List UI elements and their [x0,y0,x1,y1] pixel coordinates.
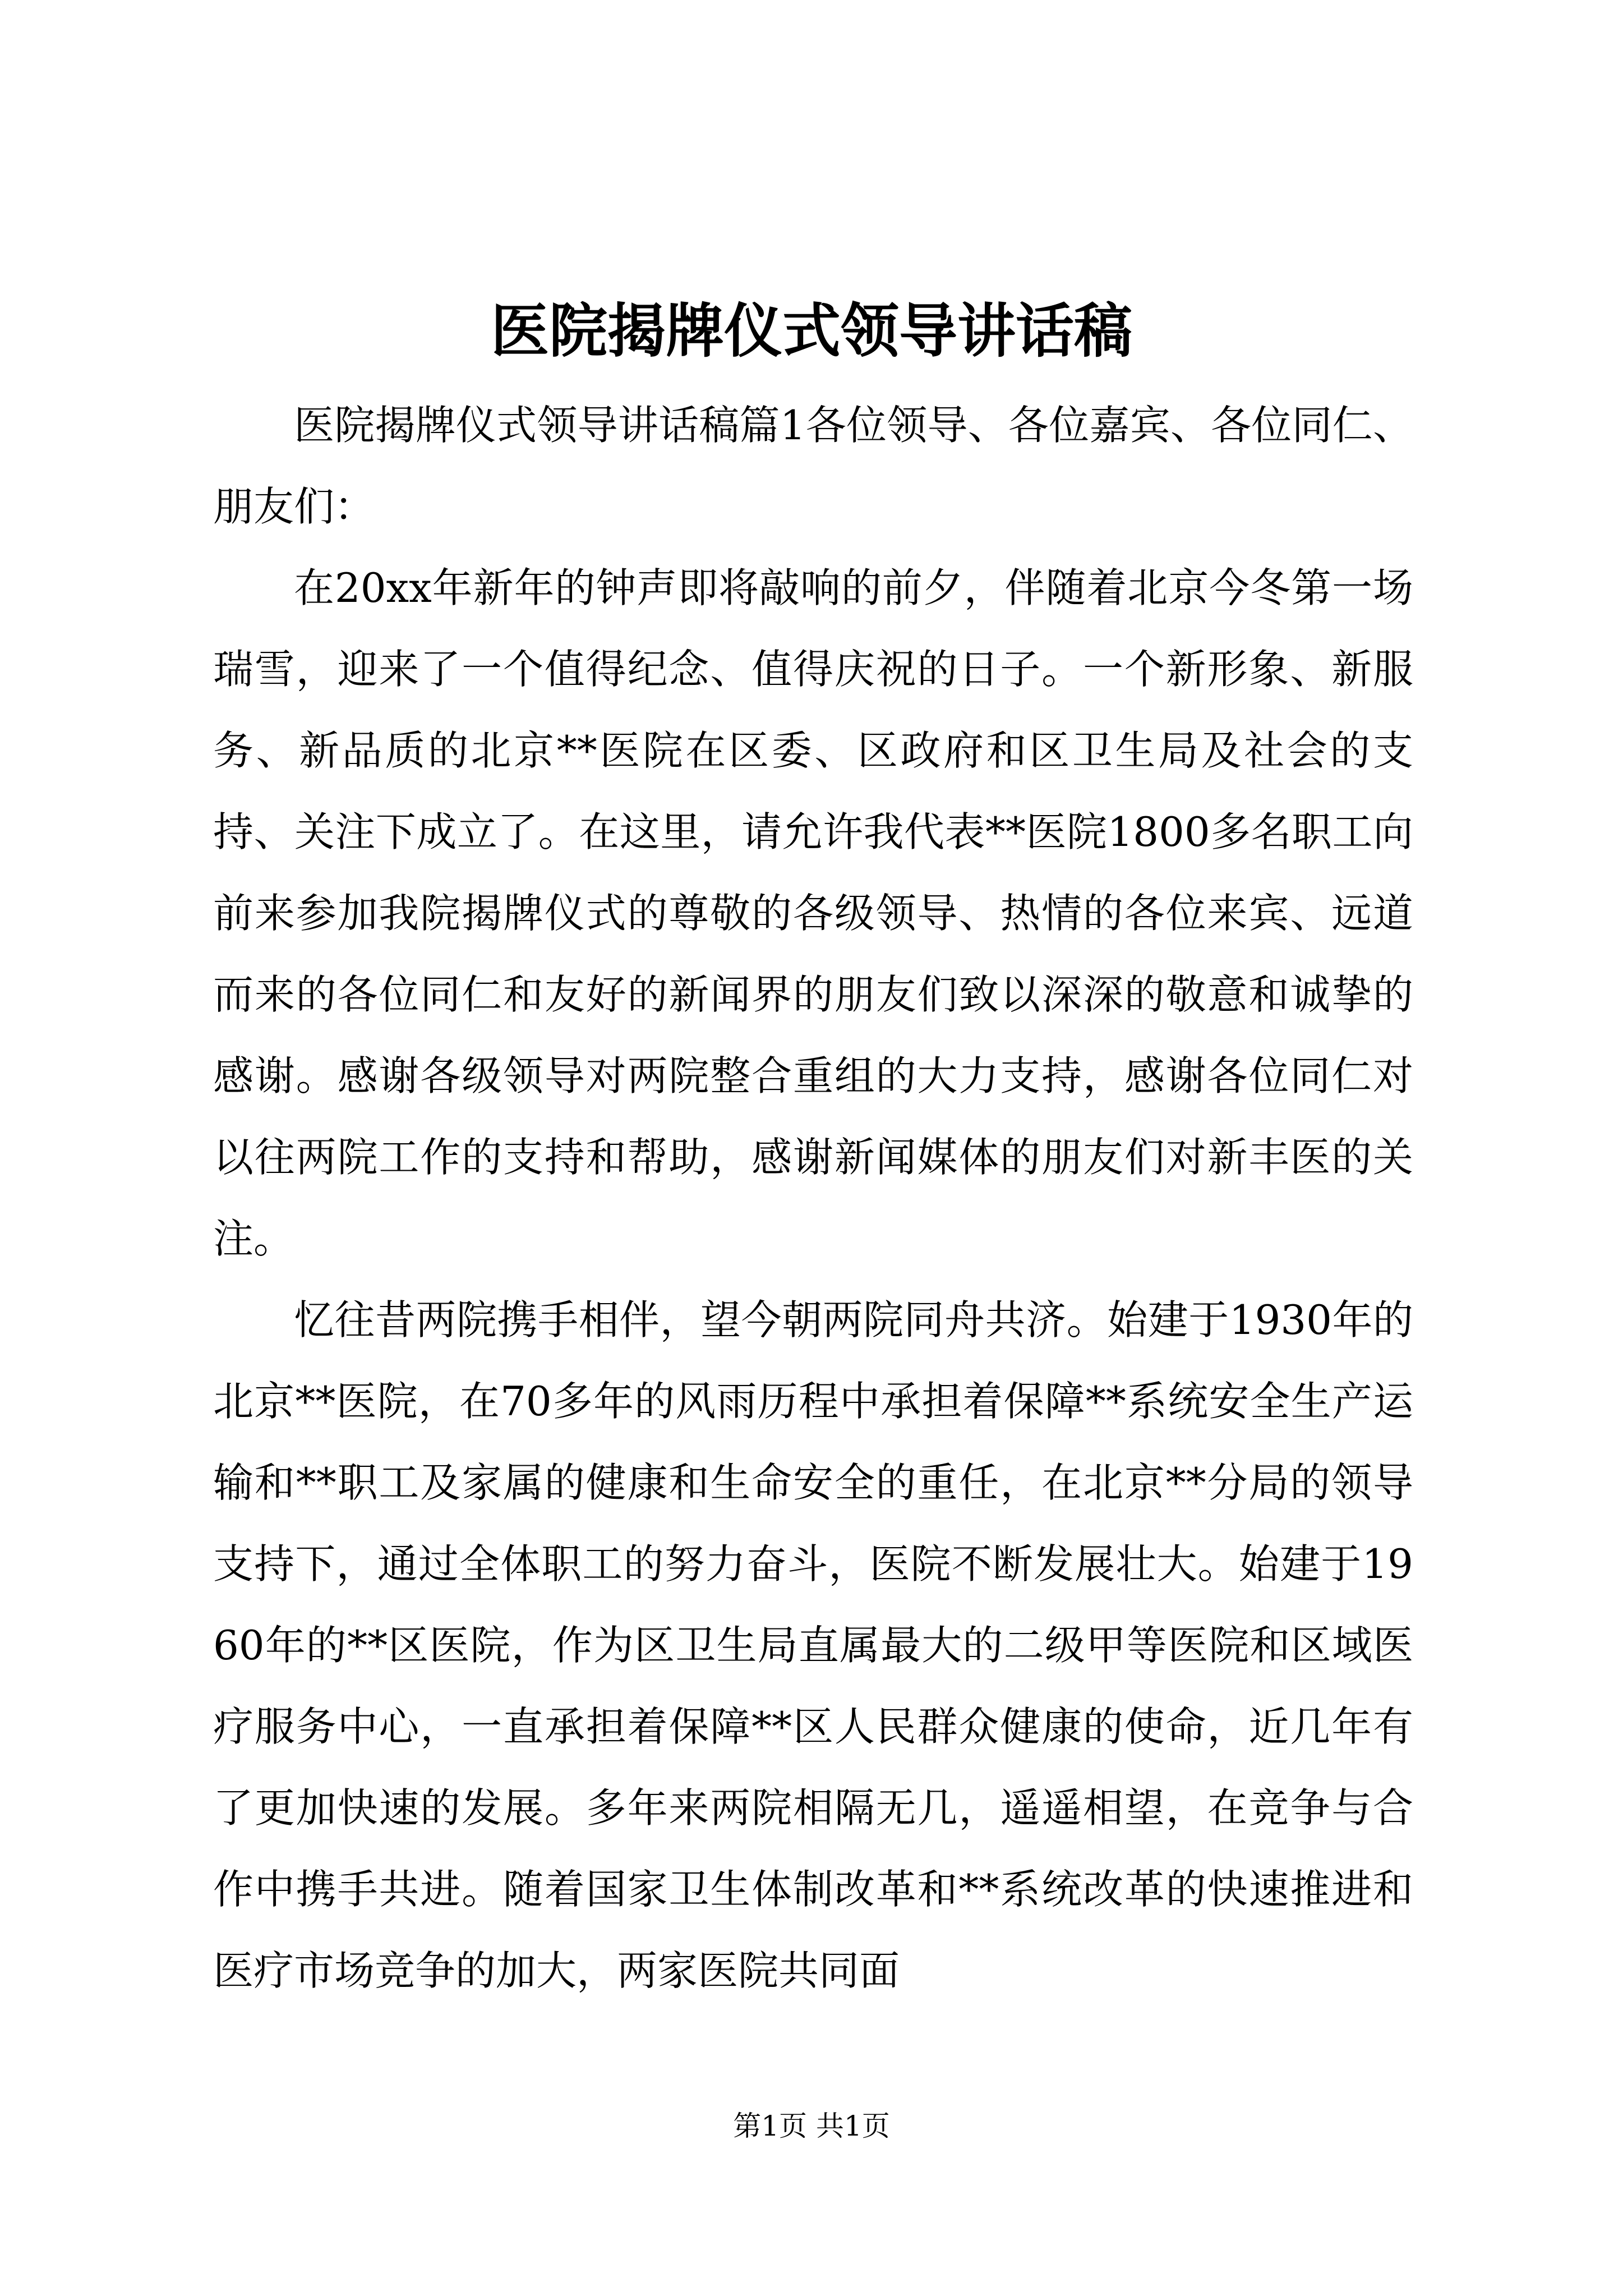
paragraph-greeting: 医院揭牌仪式领导讲话稿篇1各位领导、各位嘉宾、各位同仁、朋友们： [213,402,1413,530]
document-body [213,385,1413,2012]
paragraph-history: 忆往昔两院携手相伴，望今朝两院同舟共济。始建于1930年的北京**医院，在70多年的风雨历程中承担着保障**系统安全生产运输和**职工及家属的健康和生命安全的重任，在北京**分局的领导支持下，通过全体职工的努力奋斗，医院不断发展壮大。始建于1960年的**区医院，作为区卫生局直属最大的二级甲等医院和区域医疗服务中心，一直承担着保障**区人民群众健康的使命，近几年有了更加快速的发展。多年来两院相隔无几，遥遥相望，在竞争与合作中携手共进。随着国家卫生体制改革和**系统改革的快速推进和医疗市场竞争的加大，两家医院共同面 [213,1296,1413,1994]
document-title: 医院揭牌仪式领导讲话稿 [490,296,1132,365]
page-footer: 第1页 共1页 [733,2110,890,2142]
paragraph-opening: 在20xx年新年的钟声即将敲响的前夕，伴随着北京今冬第一场瑞雪，迎来了一个值得纪念、值得庆祝的日子。一个新形象、新服务、新品质的北京**医院在区委、区政府和区卫生局及社会的支持、关注下成立了。在这里，请允许我代表**医院1800多名职工向前来参加我院揭牌仪式的尊敬的各级领导、热情的各位来宾、远道而来的各位同仁和友好的新闻界的朋友们致以深深的敬意和诚挚的感谢。感谢各级领导对两院整合重组的大力支持，感谢各位同仁对以往两院工作的支持和帮助，感谢新闻媒体的朋友们对新丰医的关注。 [213,564,1413,1262]
